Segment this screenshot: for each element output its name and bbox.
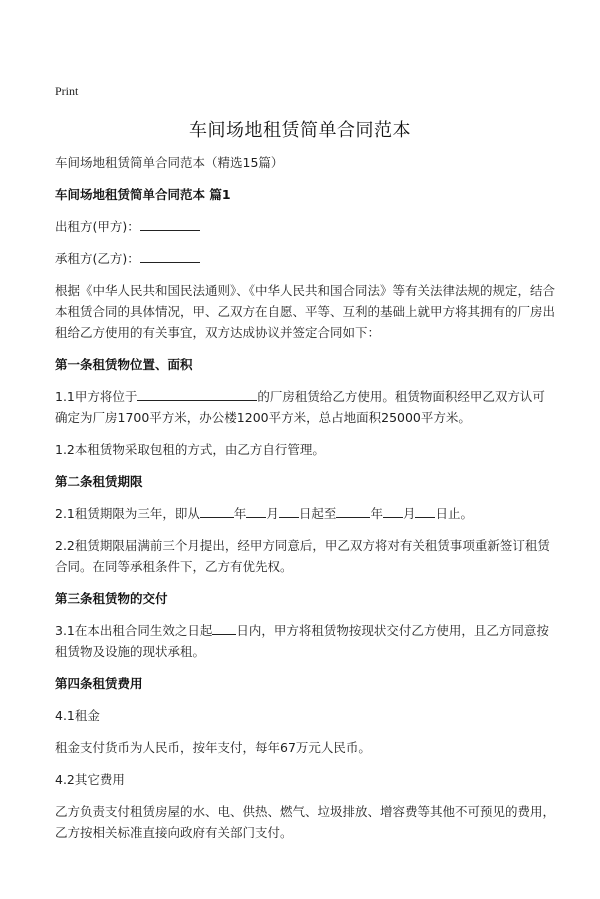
section-heading: 车间场地租赁简单合同范本 篇1 bbox=[55, 187, 231, 202]
clause-2-2: 2.2租赁期限届满前三个月提出，经甲方同意后，甲乙双方将对有关租赁事项重新签订租赁合同。在同等承租条件下，乙方有优先权。 bbox=[55, 538, 550, 574]
location-blank bbox=[137, 386, 257, 401]
lessor-label: 出租方(甲方)： bbox=[55, 219, 140, 234]
start-year-blank bbox=[200, 503, 234, 518]
clause-3-1 bbox=[55, 620, 555, 662]
article4-heading: 第四条租赁费用 bbox=[55, 676, 143, 691]
clause-3-1-pre: 3.1在本出租合同生效之日起 bbox=[55, 623, 213, 638]
document-title: 车间场地租赁简单合同范本 bbox=[189, 120, 411, 141]
clause-1-1 bbox=[55, 386, 555, 428]
lessor-blank bbox=[140, 216, 200, 231]
clause-1-1-post: 的厂房租赁给乙方使用。租赁物面积经甲乙双方认可确定为厂房1700平方米，办公楼1200平方米，总占地面积25000平方米。 bbox=[55, 389, 545, 425]
end-month-blank bbox=[383, 503, 403, 518]
article1-heading: 第一条租赁物位置、面积 bbox=[55, 357, 193, 372]
clause-4-2: 4.2其它费用 bbox=[55, 772, 125, 787]
end-year-blank bbox=[336, 503, 370, 518]
clause-3-1-post: 日内，甲方将租赁物按现状交付乙方使用，且乙方同意按租赁物及设施的现状承租。 bbox=[55, 623, 549, 659]
clause-2-1-text: 2.1租赁期限为三年，即从 bbox=[55, 506, 200, 521]
clause-4-1: 4.1租金 bbox=[55, 708, 100, 723]
document-subtitle: 车间场地租赁简单合同范本（精选15篇） bbox=[55, 155, 284, 170]
document-body bbox=[55, 152, 555, 854]
day-to-label: 日止。 bbox=[435, 506, 473, 521]
end-day-blank bbox=[415, 503, 435, 518]
other-fees-paragraph: 乙方负责支付租赁房屋的水、电、供热、燃气、垃圾排放、增容费等其他不可预见的费用，乙方按相关标准直接向政府有关部门支付。 bbox=[55, 804, 556, 840]
year-label: 年 bbox=[233, 506, 247, 521]
start-day-blank bbox=[279, 503, 299, 518]
clause-1-2: 1.2本租赁物采取包租的方式，由乙方自行管理。 bbox=[55, 442, 325, 457]
article3-heading: 第三条租赁物的交付 bbox=[55, 591, 168, 606]
article2-heading: 第二条租赁期限 bbox=[55, 474, 143, 489]
month-label: 月 bbox=[402, 506, 416, 521]
start-month-blank bbox=[246, 503, 266, 518]
lessee-line bbox=[55, 248, 555, 269]
lessor-line bbox=[55, 216, 555, 237]
month-label: 月 bbox=[266, 506, 279, 521]
rent-paragraph: 租金支付货币为人民币，按年支付，每年67万元人民币。 bbox=[55, 740, 371, 755]
days-blank bbox=[212, 620, 236, 635]
lessee-label: 承租方(乙方)： bbox=[55, 251, 140, 266]
clause-2-1 bbox=[55, 503, 555, 524]
lessee-blank bbox=[140, 248, 200, 263]
preamble-paragraph: 根据《中华人民共和国民法通则》、《中华人民共和国合同法》等有关法律法规的规定，结合本租赁合同的具体情况，甲、乙双方在自愿、平等、互利的基础上就甲方将其拥有的厂房出租给乙方使用的有关事宜，双方达成协议并签定合同如下： bbox=[55, 283, 556, 340]
day-from-label: 日起至 bbox=[298, 506, 337, 521]
print-label: Print bbox=[55, 84, 79, 98]
clause-1-1-pre: 1.1甲方将位于 bbox=[55, 389, 138, 404]
year-label: 年 bbox=[370, 506, 383, 521]
